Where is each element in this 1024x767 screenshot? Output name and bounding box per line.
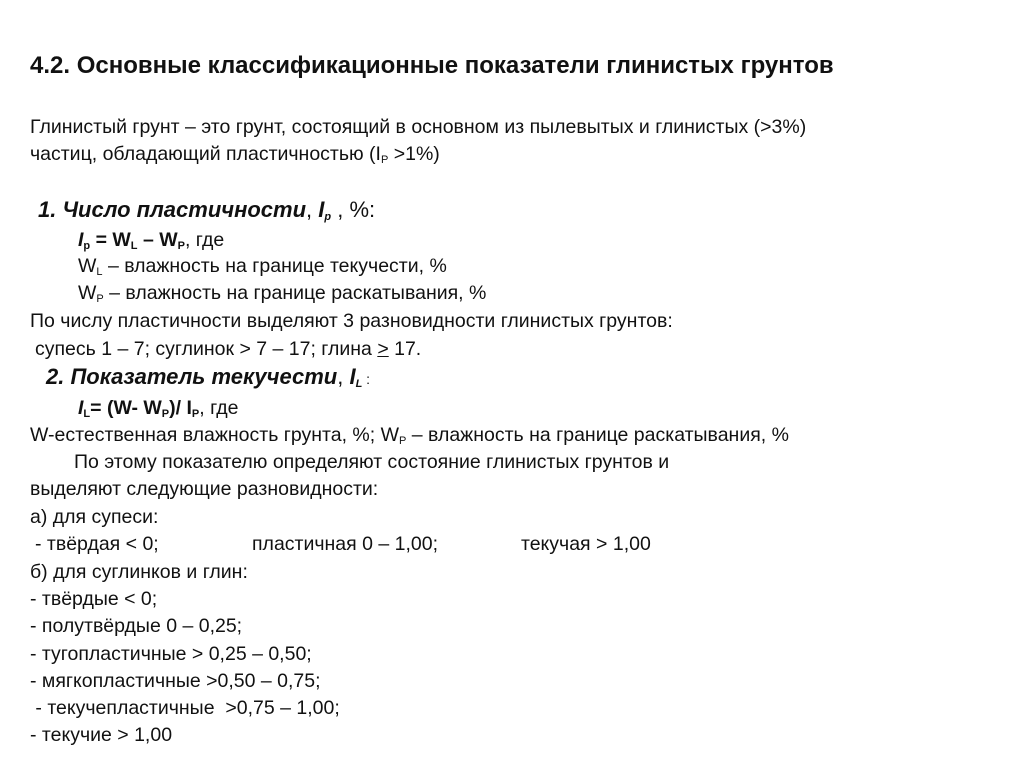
intro-line-1: Глинистый грунт – это грунт, состоящий в основном из пылевытых и глинистых (>3%) [30, 116, 807, 138]
plasticity-classes: супесь 1 – 7; суглинок > 7 – 17; глина > 17. [35, 338, 422, 360]
plasticity-formula: $I_p = W_L - W_P$, где [78, 229, 225, 252]
list-item: - полутвёрдые 0 – 0,25; [30, 615, 243, 637]
list-item: - текучие > 1,00 [30, 724, 173, 746]
section-1-heading: 1. Число пластичности, $I_p$ , %: [38, 197, 376, 223]
sandy-loam-label: а) для супеси: [30, 506, 159, 528]
section-2-heading: 2. Показатель текучести, $I_L$ : [46, 364, 371, 390]
list-item: - мягкопластичные >0,50 – 0,75; [30, 670, 321, 692]
sandy-loam-plastic: пластичная 0 – 1,00; [252, 533, 439, 555]
intro-line-2: частиц, обладающий пластичностью $(I_P >1\%)$ [30, 143, 440, 166]
state-intro-1: По этому показателю определяют состояние глинистых грунтов и [74, 451, 670, 473]
page-title: 4.2. Основные классификационные показатели глинистых грунтов [30, 52, 834, 79]
wp-definition: $W_P$ – влажность на границе раскатывания, % [78, 282, 487, 305]
liquidity-formula: $I_L= (W-$ $W_P)/$ $I_P$, где [78, 397, 239, 420]
list-item: - твёрдые < 0; [30, 588, 158, 610]
plasticity-classes-intro: По числу пластичности выделяют 3 разновидности глинистых грунтов: [30, 310, 673, 332]
list-item: - тугопластичные > 0,25 – 0,50; [30, 643, 312, 665]
list-item: - текучепластичные >0,75 – 1,00; [30, 697, 340, 719]
w-definition: W-естественная влажность грунта, %; $W_P$ – влажность на границе раскатывания, % [30, 424, 789, 447]
wl-definition: $W_L$ – влажность на границе текучести, % [78, 255, 447, 278]
sandy-loam-fluid: текучая > 1,00 [521, 533, 651, 555]
sandy-loam-solid: - твёрдая < 0; [35, 533, 159, 555]
state-intro-2: выделяют следующие разновидности: [30, 478, 379, 500]
loam-clay-label: б) для суглинков и глин: [30, 561, 248, 583]
